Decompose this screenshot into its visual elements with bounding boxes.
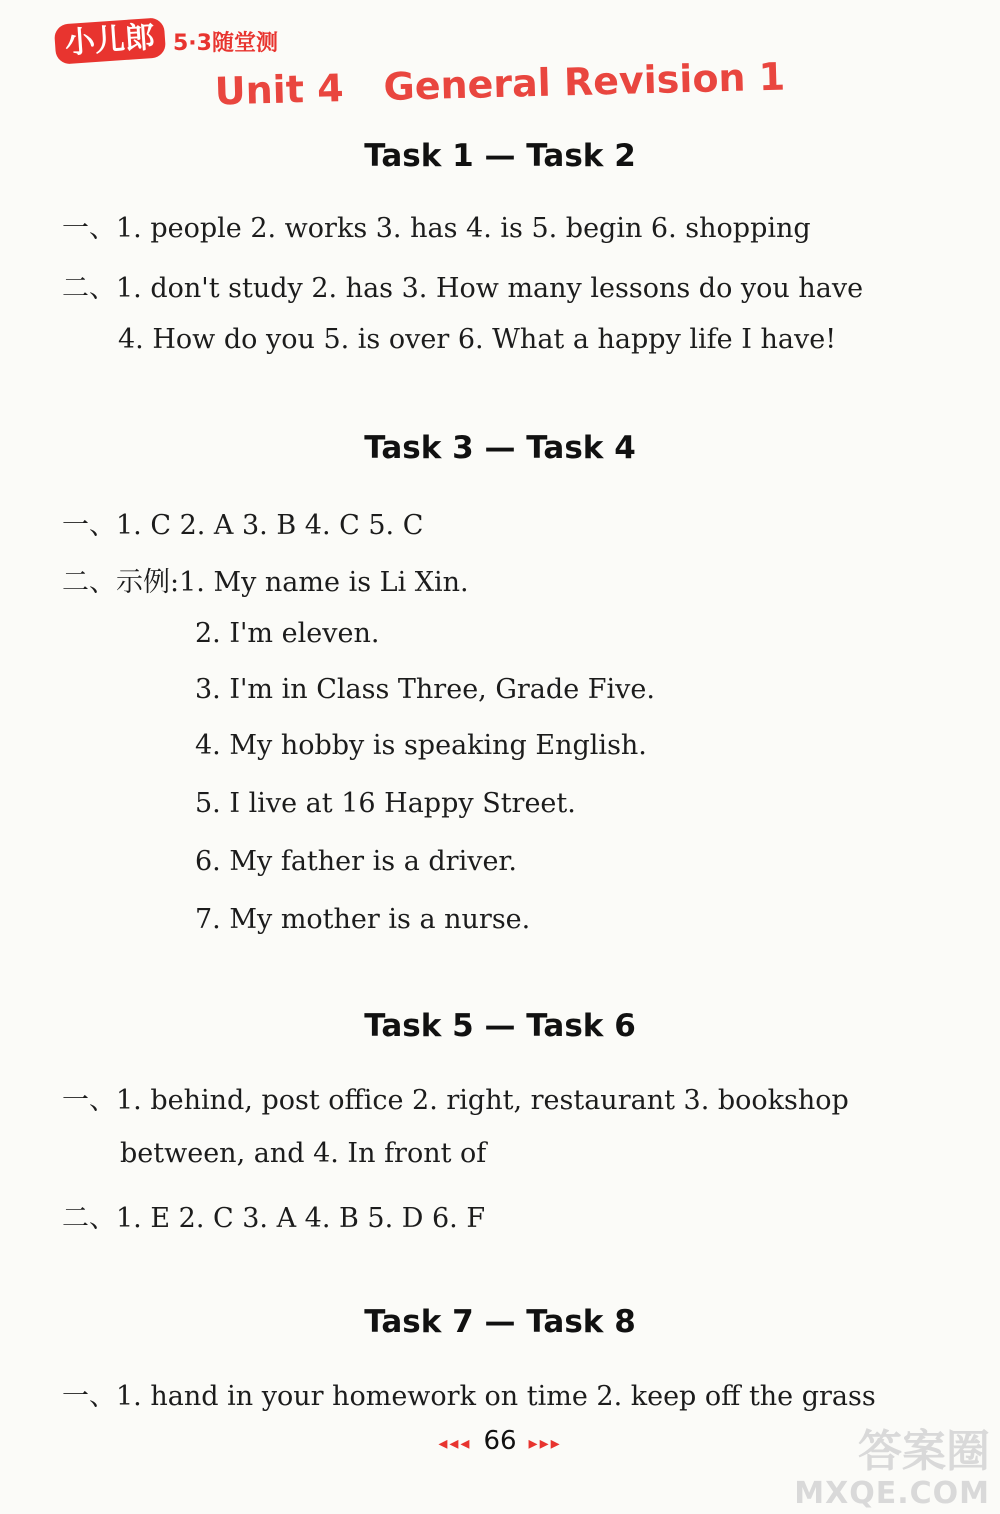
section-heading: Task 5 — Task 6 <box>364 1008 636 1044</box>
answer-line: 5. I live at 16 Happy Street. <box>195 788 576 819</box>
logo-series-text: 5·3随堂测 <box>173 30 278 56</box>
publisher-logo <box>55 18 278 64</box>
right-arrows-icon: ▸▸▸ <box>528 1433 562 1454</box>
answer-line: 二、1. E 2. C 3. A 4. B 5. D 6. F <box>62 1203 486 1234</box>
answer-line: 二、示例:1. My name is Li Xin. <box>62 567 469 598</box>
section-heading: Task 3 — Task 4 <box>364 430 636 466</box>
answer-line: 一、1. hand in your homework on time 2. keep off the grass <box>62 1381 876 1412</box>
section-heading: Task 7 — Task 8 <box>364 1304 636 1340</box>
answer-line: 4. How do you 5. is over 6. What a happy life I have! <box>118 324 837 355</box>
answer-line: between, and 4. In front of <box>120 1138 487 1169</box>
answer-line: 一、1. behind, post office 2. right, restaurant 3. bookshop <box>62 1085 849 1116</box>
logo-main-text: 小儿郎 <box>54 17 167 65</box>
answer-line: 2. I'm eleven. <box>195 618 380 649</box>
watermark <box>794 1428 990 1511</box>
answer-line: 一、1. people 2. works 3. has 4. is 5. begin 6. shopping <box>62 213 811 244</box>
watermark-en: MXQE.COM <box>794 1476 990 1511</box>
answer-line: 4. My hobby is speaking English. <box>195 730 647 761</box>
unit-name: General Revision 1 <box>382 54 786 110</box>
answer-line: 一、1. C 2. A 3. B 4. C 5. C <box>62 510 424 541</box>
unit-label: Unit 4 <box>214 66 345 114</box>
answer-line: 3. I'm in Class Three, Grade Five. <box>195 674 655 705</box>
answer-line: 二、1. don't study 2. has 3. How many lessons do you have <box>62 273 864 304</box>
left-arrows-icon: ◂◂◂ <box>438 1433 472 1454</box>
section-heading: Task 1 — Task 2 <box>364 138 636 174</box>
answer-line: 6. My father is a driver. <box>195 846 517 877</box>
watermark-cn: 答案圈 <box>858 1426 990 1477</box>
page-number: 66 <box>483 1426 517 1456</box>
answer-line: 7. My mother is a nurse. <box>195 904 531 935</box>
